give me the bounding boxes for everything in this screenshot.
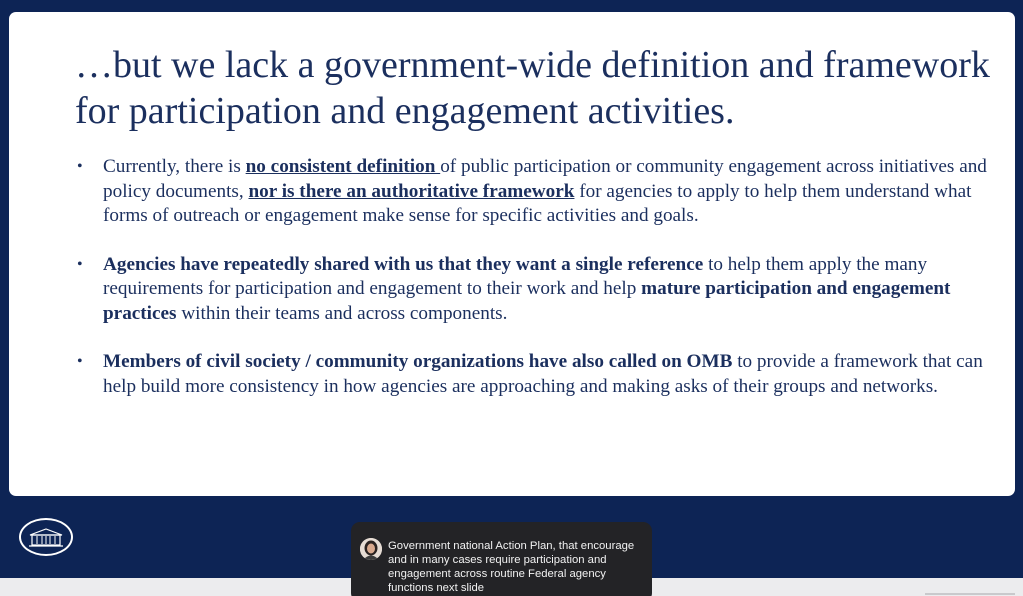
bullet-emphasis: mature participation and engagement practices	[103, 278, 951, 324]
bullet-text: to provide a framework that can help build more consistency in how agencies are approaching and making asks of their groups and networks.	[103, 351, 983, 397]
bullet-text: for agencies to apply to help them understand what forms of outreach or engagement make sense for specific activities and goals.	[103, 180, 972, 226]
caption-text: Government national Action Plan, that encourage and in many cases require participation and engagement across routine Federal agency functions next slide	[388, 540, 635, 594]
bullet-emphasis: Agencies have repeatedly shared with us that they want a single reference	[103, 253, 704, 275]
bullet-item	[75, 350, 995, 399]
bullet-text: Currently, there is	[103, 156, 246, 177]
white-house-seal-icon	[19, 518, 73, 556]
bullet-item	[75, 253, 995, 327]
bottom-toolbar-handle	[925, 593, 1015, 595]
bullet-dot-icon: •	[77, 255, 83, 273]
bullet-dot-icon: •	[77, 158, 83, 175]
speaker-avatar-icon	[360, 538, 382, 560]
bullet-text: to help them apply the many requirements for participation and engagement to their work and help	[103, 253, 928, 299]
slide-title: …but we lack a government-wide definition and framework for participation and engagement activities.	[75, 44, 990, 132]
bullet-emphasis: nor is there an authoritative framework	[248, 180, 575, 202]
bullet-emphasis: Members of civil society / community organizations have also called on OMB	[103, 351, 733, 372]
live-caption-popup	[351, 522, 652, 596]
slide-card	[9, 12, 1015, 496]
bullet-dot-icon: •	[77, 353, 83, 370]
bullet-item	[75, 155, 995, 229]
bullet-list	[75, 155, 995, 423]
bullet-emphasis: no consistent definition	[245, 156, 441, 177]
bullet-text: of public participation or community engagement across initiatives and policy documents,	[103, 156, 987, 202]
bullet-text: within their teams and across components.	[176, 302, 508, 324]
